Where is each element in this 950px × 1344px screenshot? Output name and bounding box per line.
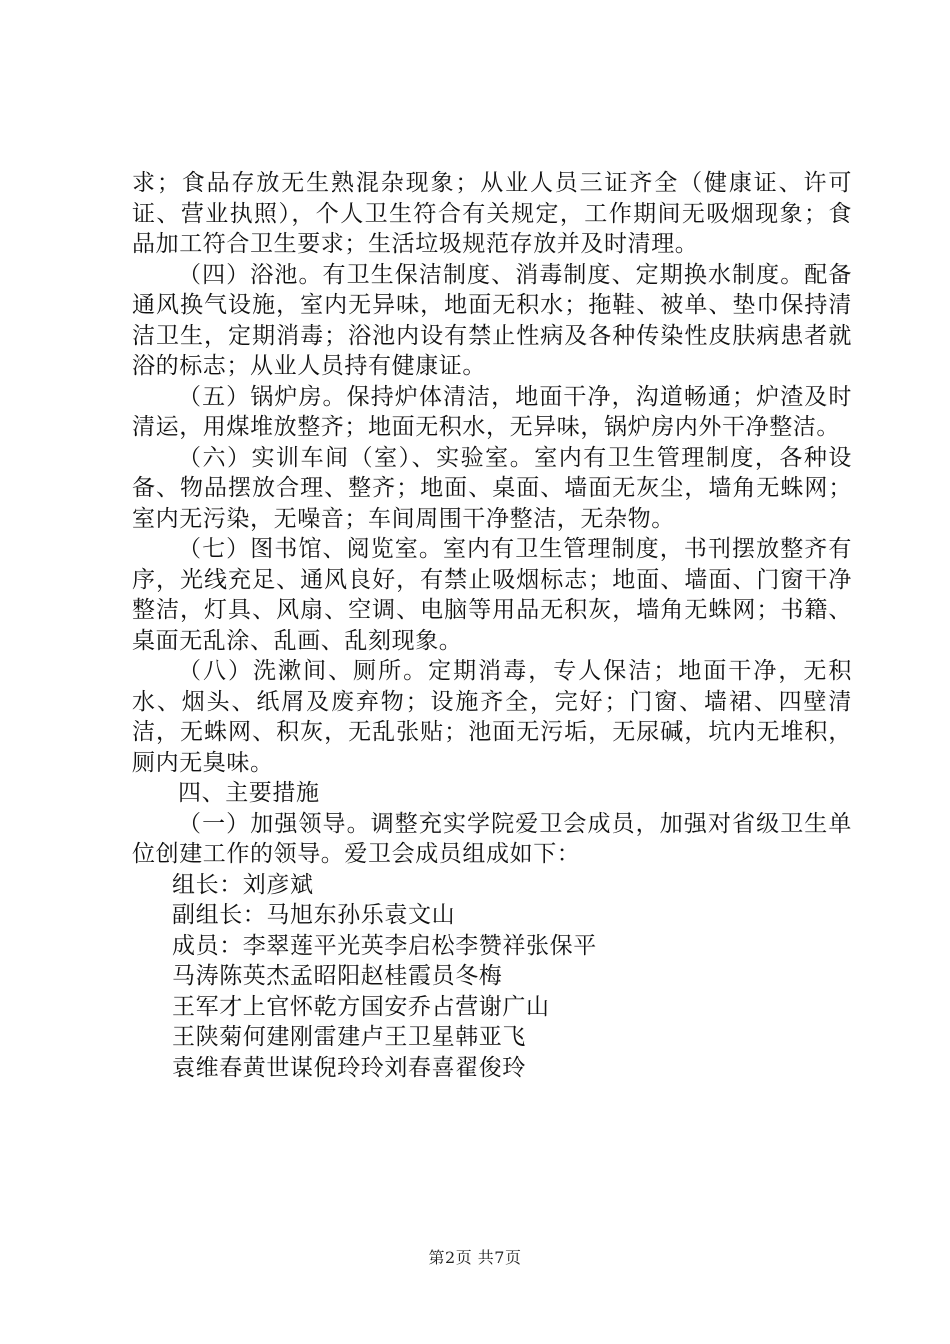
- paragraph-1: 求；食品存放无生熟混杂现象；从业人员三证齐全（健康证、许可证、营业执照），个人卫生符合有关规定，工作期间无吸烟现象；食品加工符合卫生要求；生活垃圾规范存放并及时清理。: [132, 170, 852, 257]
- member-line: 马涛陈英杰孟昭阳赵桂霞员冬梅: [172, 963, 503, 989]
- paragraph-4: （六）实训车间（室）、实验室。室内有卫生管理制度，各种设备、物品摆放合理、整齐；地面、桌面、墙面无灰尘，墙角无蛛网；室内无污染，无噪音；车间周围干净整洁，无杂物。: [132, 444, 852, 532]
- member-line-members: 成员：李翠莲平光英李启松李赞祥张保平: [172, 932, 597, 959]
- member-line: 袁维春黄世谋倪玲玲刘春喜翟俊玲: [172, 1054, 526, 1081]
- member-line: 王陕菊何建刚雷建卢王卫星韩亚飞: [172, 1024, 526, 1050]
- paragraph-7: （一）加强领导。调整充实学院爱卫会成员，加强对省级卫生单位创建工作的领导。爱卫会成员组成如下：: [132, 810, 852, 867]
- member-line-leader: 组长：刘彦斌: [172, 871, 314, 898]
- paragraph-5: （七）图书馆、阅览室。室内有卫生管理制度，书刊摆放整齐有序，光线充足、通风良好，有禁止吸烟标志；地面、墙面、门窗干净整洁，灯具、风扇、空调、电脑等用品无积灰，墙角无蛛网；书籍、桌面无乱涂、乱画、乱刻现象。: [132, 536, 852, 654]
- section-heading: 四、主要措施: [178, 780, 320, 806]
- paragraph-3: （五）锅炉房。保持炉体清洁，地面干净，沟道畅通；炉渣及时清运，用煤堆放整齐；地面无积水，无异味，锅炉房内外干净整洁。: [132, 383, 852, 440]
- member-line: 王军才上官怀乾方国安乔占营谢广山: [172, 993, 550, 1020]
- document-body: [132, 168, 852, 1083]
- page-number-footer: 第2页 共7页: [428, 1248, 522, 1267]
- paragraph-6: （八）洗漱间、厕所。定期消毒，专人保洁；地面干净，无积水、烟头、纸屑及废弃物；设施齐全，完好；门窗、墙裙、四壁清洁，无蛛网、积灰，无乱张贴；池面无污垢，无尿碱，坑内无堆积，厕内无臭味。: [132, 658, 852, 776]
- member-line-deputy: 副组长：马旭东孙乐袁文山: [172, 902, 456, 928]
- paragraph-2: （四）浴池。有卫生保洁制度、消毒制度、定期换水制度。配备通风换气设施，室内无异味，地面无积水；拖鞋、被单、垫巾保持清洁卫生，定期消毒；浴池内设有禁止性病及各种传染性皮肤病患者就浴的标志；从业人员持有健康证。: [132, 261, 852, 379]
